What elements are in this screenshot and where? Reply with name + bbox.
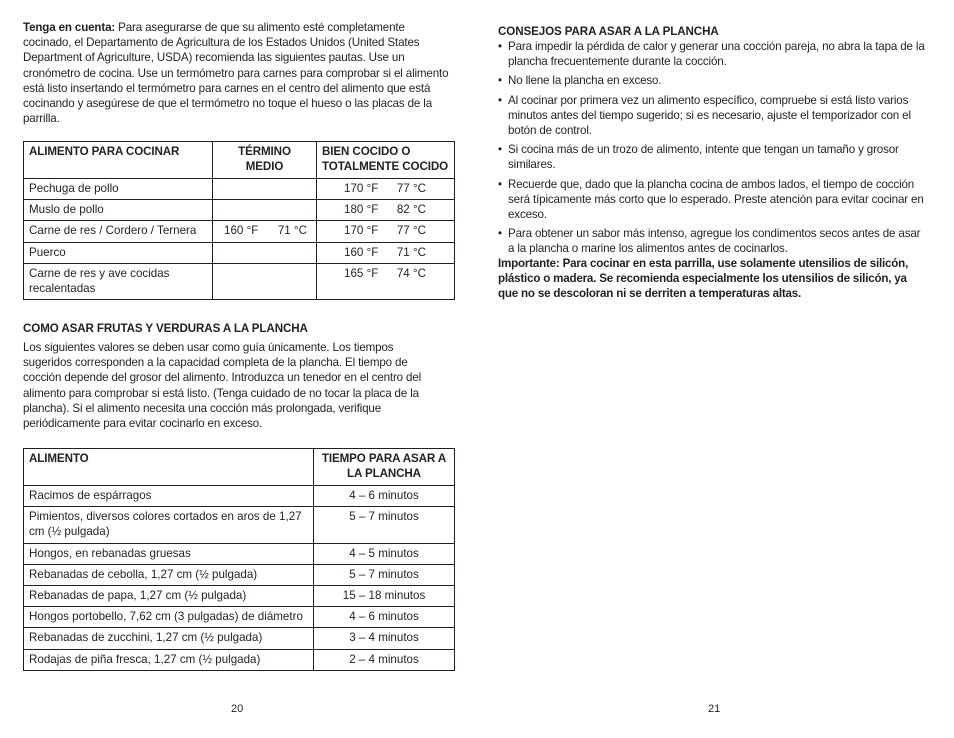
- food-cell: Rebanadas de zucchini, 1,27 cm (½ pulgada): [24, 628, 314, 649]
- time-cell: 15 – 18 minutos: [314, 586, 455, 607]
- food-cell: Racimos de espárragos: [24, 486, 314, 507]
- temp-f: 170 °F: [344, 182, 379, 195]
- time-cell: 3 – 4 minutos: [314, 628, 455, 649]
- time-cell: 4 – 5 minutos: [314, 543, 455, 564]
- tips-list: [498, 39, 926, 261]
- food-cell: Pechuga de pollo: [24, 179, 213, 200]
- temp-c: 71 °C: [277, 224, 307, 238]
- table-header-row: [24, 142, 455, 179]
- grilling-time-table: [23, 448, 455, 671]
- food-cell: Rebanadas de cebolla, 1,27 cm (½ pulgada): [24, 564, 314, 585]
- list-item: [498, 93, 926, 139]
- done-cell: [317, 242, 455, 263]
- tip-text: No llene la plancha en exceso.: [508, 74, 662, 88]
- header-food: ALIMENTO: [24, 449, 314, 486]
- header-medium: TÉRMINO MEDIO: [213, 142, 317, 179]
- table-row: [24, 649, 455, 670]
- food-cell: Carne de res / Cordero / Ternera: [24, 221, 213, 242]
- medium-cell: [213, 200, 317, 221]
- table-row: [24, 628, 455, 649]
- table-row: [24, 263, 455, 299]
- temp-c: 77 °C: [396, 224, 426, 238]
- temp-c: 71 °C: [396, 245, 426, 259]
- table-row: [24, 586, 455, 607]
- bullet-icon: •: [498, 177, 502, 191]
- bullet-icon: •: [498, 227, 502, 241]
- medium-cell: [213, 179, 317, 200]
- medium-cell: [213, 263, 317, 299]
- temp-f: 160 °F: [224, 224, 259, 238]
- list-item: [498, 39, 926, 69]
- list-item: [498, 142, 926, 172]
- tip-text: Si cocina más de un trozo de alimento, intente que tengan un tamaño y grosor similares.: [508, 143, 899, 172]
- table-row: [24, 564, 455, 585]
- time-cell: 5 – 7 minutos: [314, 507, 455, 543]
- page-number: 21: [708, 703, 721, 715]
- done-cell: [317, 200, 455, 221]
- table-row: [24, 486, 455, 507]
- food-cell: Rebanadas de papa, 1,27 cm (½ pulgada): [24, 586, 314, 607]
- note-label: Tenga en cuenta:: [23, 21, 116, 34]
- time-cell: 4 – 6 minutos: [314, 607, 455, 628]
- food-cell: Hongos portobello, 7,62 cm (3 pulgadas) de diámetro: [24, 607, 314, 628]
- tip-text: Para obtener un sabor más intenso, agregue los condimentos secos antes de asar a la plancha o marine los alimentos antes de cocinarlos.: [508, 227, 921, 256]
- food-cell: Muslo de pollo: [24, 200, 213, 221]
- temp-c: 74 °C: [396, 266, 426, 280]
- tip-text: Al cocinar por primera vez un alimento específico, compruebe si está listo varios minutos antes del tiempo sugerido; si es necesario, ajuste el temporizador con el botón de control.: [508, 93, 911, 138]
- food-cell: Puerco: [24, 242, 213, 263]
- header-well-done: BIEN COCIDO O TOTALMENTE COCIDO: [317, 142, 455, 179]
- usda-note: [23, 20, 455, 126]
- cooking-temperature-table: [23, 141, 455, 300]
- note-text: Para asegurarse de que su alimento esté completamente cocinado, el Departamento de Agricultura de los Estados Unidos (United States Department of Agriculture, USDA) recomienda las siguientes pautas. Use un cronómetro de cocina. Use un termómetro para carnes para comprobar si el alimento está listo insertando el termómetro para carnes en el centro del alimento que está cocinando y asegúrese de que el termómetro no toque el hueso o las placas de la parrilla.: [23, 21, 449, 126]
- tip-text: Para impedir la pérdida de calor y generar una cocción pareja, no abra la tapa de la plancha frecuentemente durante la cocción.: [508, 40, 925, 69]
- fruit-section-body: Los siguientes valores se deben usar como guía únicamente. Los tiempos sugeridos corresponden a la capacidad completa de la plancha. El tiempo de cocción depende del grosor del alimento. Introduzca un tenedor en el centro del alimento para comprobar si está listo. (Tenga cuidado de no tocar la placa de la plancha). Si el alimento necesita una cocción más prolongada, verifique periódicamente para evitar cocinarlo en exceso.: [23, 341, 422, 431]
- table-row: [24, 179, 455, 200]
- done-cell: [317, 221, 455, 242]
- tips-section-title: CONSEJOS PARA ASAR A LA PLANCHA: [498, 25, 719, 38]
- table-row: [24, 242, 455, 263]
- done-cell: [317, 263, 455, 299]
- temp-f: 160 °F: [344, 245, 379, 259]
- fruit-section-title: COMO ASAR FRUTAS Y VERDURAS A LA PLANCHA: [23, 322, 308, 335]
- table-row: [24, 200, 455, 221]
- left-page: [23, 0, 455, 738]
- bullet-icon: •: [498, 74, 502, 88]
- important-note: Importante: Para cocinar en esta parrilla, use solamente utensilios de silicón, plástico o madera. Se recomienda especialmente los utensilios de silicón, ya que no se descoloran ni se derriten a temperaturas altas.: [498, 257, 909, 301]
- right-page: [498, 0, 926, 738]
- temp-c: 77 °C: [396, 182, 426, 195]
- time-cell: 2 – 4 minutos: [314, 649, 455, 670]
- table-row: [24, 221, 455, 242]
- medium-cell: [213, 221, 317, 242]
- medium-cell: [213, 242, 317, 263]
- header-time: TIEMPO PARA ASAR A LA PLANCHA: [314, 449, 455, 486]
- list-item: [498, 73, 926, 88]
- time-cell: 5 – 7 minutos: [314, 564, 455, 585]
- food-cell: Rodajas de piña fresca, 1,27 cm (½ pulgada): [24, 649, 314, 670]
- page-number: 20: [231, 703, 244, 715]
- food-cell: Hongos, en rebanadas gruesas: [24, 543, 314, 564]
- temp-f: 180 °F: [344, 203, 379, 217]
- table-row: [24, 507, 455, 543]
- table-row: [24, 543, 455, 564]
- food-cell: Pimientos, diversos colores cortados en aros de 1,27 cm (½ pulgada): [24, 507, 314, 543]
- food-cell: Carne de res y ave cocidas recalentadas: [24, 263, 213, 299]
- list-item: [498, 226, 926, 256]
- time-cell: 4 – 6 minutos: [314, 486, 455, 507]
- done-cell: [317, 179, 455, 200]
- temp-f: 165 °F: [344, 266, 379, 280]
- bullet-icon: •: [498, 40, 502, 53]
- temp-f: 170 °F: [344, 224, 379, 238]
- temp-c: 82 °C: [396, 203, 426, 217]
- list-item: [498, 177, 926, 223]
- table-header-row: [24, 449, 455, 486]
- header-food: ALIMENTO PARA COCINAR: [24, 142, 213, 179]
- bullet-icon: •: [498, 93, 502, 107]
- bullet-icon: •: [498, 143, 502, 157]
- table-row: [24, 607, 455, 628]
- tip-text: Recuerde que, dado que la plancha cocina de ambos lados, el tiempo de cocción será típicamente más corto que lo esperado. Preste atención para evitar cocinar en exceso.: [508, 177, 924, 222]
